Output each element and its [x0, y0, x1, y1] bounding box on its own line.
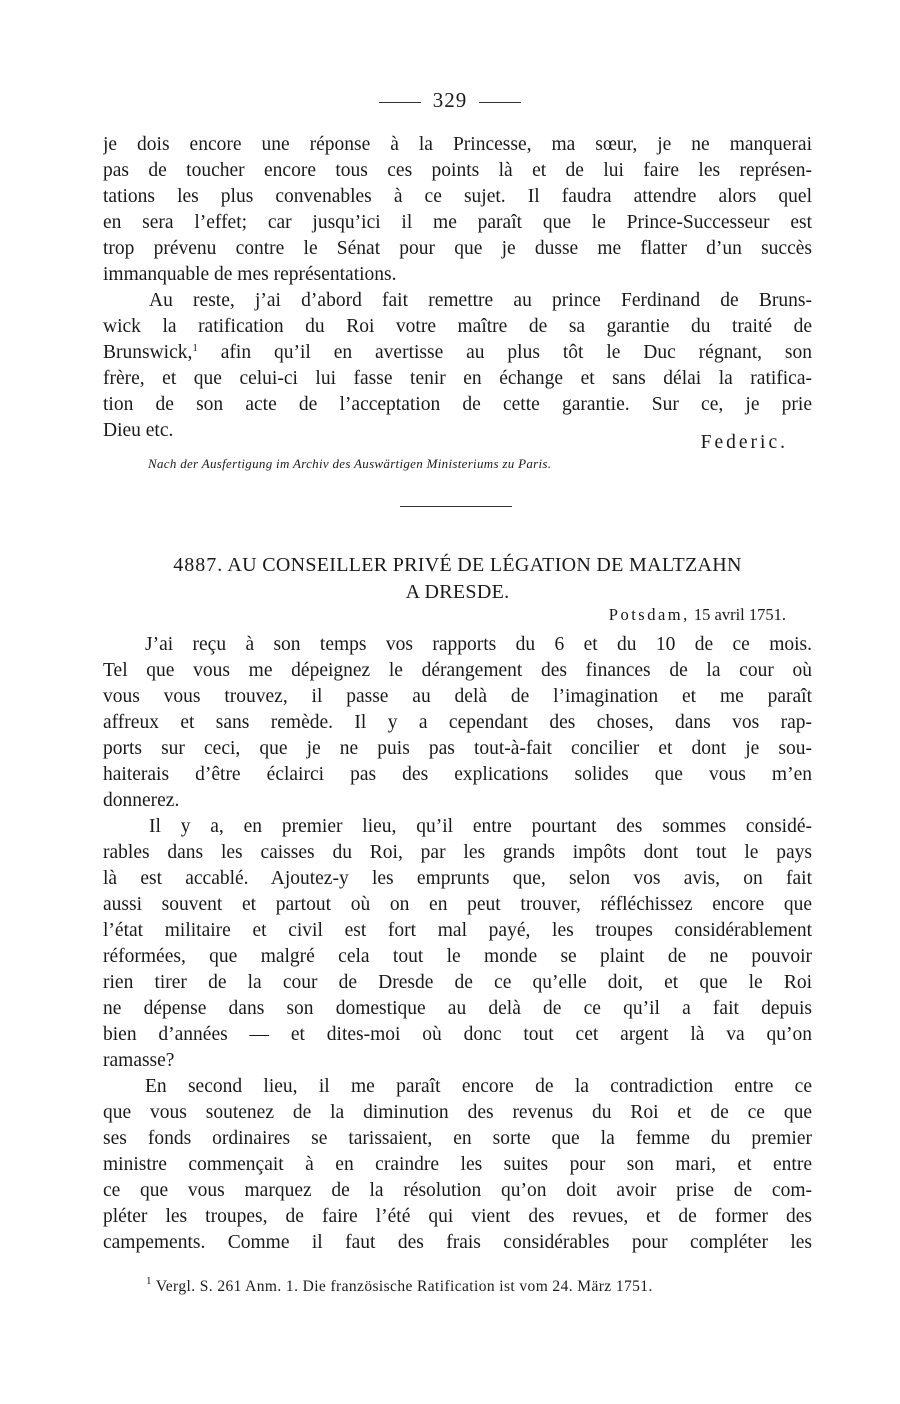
text-line: bien d’années — et dites-moi où donc tout cet argent là va qu’on	[103, 1024, 812, 1045]
footnote	[146, 1275, 806, 1296]
text-line: Tel que vous me dépeignez le dérangement des finances de la cour où	[103, 660, 812, 681]
text-line: pas de toucher encore tous ces points là et de lui faire les représen-	[103, 160, 812, 181]
text-line	[103, 340, 812, 366]
text-line: que vous soutenez de la diminution des revenus du Roi et de ce que	[103, 1102, 812, 1123]
text-line: ministre commençait à en craindre les suites pour son mari, et entre	[103, 1154, 812, 1175]
page-number-text: 329	[432, 88, 468, 112]
footnote-text: Vergl. S. 261 Anm. 1. Die französische Ratification ist vom 24. März 1751.	[151, 1278, 653, 1295]
text-line: en sera l’effet; car jusqu’ici il me paraît que le Prince-Successeur est	[103, 212, 812, 233]
text-line: là est accablé. Ajoutez-y les emprunts que, selon vos avis, on fait	[103, 868, 812, 889]
text-line: trop prévenu contre le Sénat pour que je dusse me flatter d’un succès	[103, 238, 812, 259]
text-line: réformées, que malgré cela tout le monde se plaint de ne pouvoir	[103, 946, 812, 967]
footnote-marker: 1	[146, 1275, 152, 1287]
text-line: ne dépense dans son domestique au delà de ce qu’il a fait depuis	[103, 998, 812, 1019]
text-line: haiterais d’être éclairci pas des explications solides que vous m’en	[103, 764, 812, 785]
text-line: En second lieu, il me paraît encore de la contradiction entre ce	[145, 1076, 812, 1097]
text-line: Il y a, en premier lieu, qu’il entre pourtant des sommes considé-	[149, 816, 812, 837]
text-line: ports sur ceci, que je ne puis pas tout-à-fait concilier et dont je sou-	[103, 738, 812, 759]
text-line: J’ai reçu à son temps vos rapports du 6 et du 10 de ce mois.	[145, 634, 812, 655]
text-line: wick la ratification du Roi votre maître de sa garantie du traité de	[103, 316, 812, 337]
text-line: frère, et que celui-ci lui fasse tenir en échange et sans délai la ratifica-	[103, 368, 812, 389]
continued-paragraph-1	[103, 132, 812, 288]
text-line: Au reste, j’ai d’abord fait remettre au prince Ferdinand de Bruns-	[149, 290, 812, 311]
text-line: je dois encore une réponse à la Princesse, ma sœur, je ne manquerai	[103, 134, 812, 155]
text-line-part: Brunswick,	[103, 342, 193, 363]
page-number-dash-right	[479, 102, 521, 103]
page-number	[0, 88, 900, 113]
footnote-reference: 1	[192, 342, 198, 354]
dateline	[609, 605, 786, 625]
letter-heading	[103, 552, 812, 606]
source-note: Nach der Ausfertigung im Archiv des Auswärtigen Ministeriums zu Paris.	[148, 456, 552, 471]
continued-paragraph-2	[103, 288, 812, 444]
text-line: pléter les troupes, de faire l’été qui vient des revues, et de former des	[103, 1206, 812, 1227]
text-line: tations les plus convenables à ce sujet. Il faudra attendre alors quel	[103, 186, 812, 207]
text-line: immanquable de mes représentations.	[103, 264, 397, 285]
text-line-part: afin qu’il en avertisse au plus tôt le Duc régnant, son	[197, 342, 812, 363]
letter-paragraph-3	[103, 1074, 812, 1256]
text-line: campements. Comme il faut des frais considérables pour compléter les	[103, 1232, 812, 1253]
text-line: l’état militaire et civil est fort mal payé, les troupes considérablement	[103, 920, 812, 941]
text-line: affreux et sans remède. Il y a cependant des choses, dans vos rap-	[103, 712, 812, 733]
dateline-place: Potsdam,	[608, 605, 690, 624]
text-line: rables dans les caisses du Roi, par les grands impôts dont tout le pays	[103, 842, 812, 863]
letter-heading-line-2: A DRESDE.	[405, 581, 510, 603]
letter-heading-line-1	[103, 552, 812, 579]
text-line: ce que vous marquez de la résolution qu’on doit avoir prise de com-	[103, 1180, 812, 1201]
letter-addressee: AU CONSEILLER PRIVÉ DE LÉGATION DE MALTZAHN	[227, 554, 742, 576]
text-line: tion de son acte de l’acceptation de cette garantie. Sur ce, je prie	[103, 394, 812, 415]
text-line: aussi souvent et partout où on en peut trouver, réfléchissez encore que	[103, 894, 812, 915]
text-line: donnerez.	[103, 790, 180, 811]
letter-number: 4887.	[173, 554, 224, 576]
page-number-dash-left	[379, 102, 421, 103]
letter-paragraph-2	[103, 814, 812, 1074]
dateline-date: 15 avril 1751.	[693, 605, 786, 624]
text-line: ramasse?	[103, 1050, 175, 1071]
section-divider	[400, 506, 512, 507]
text-line: ses fonds ordinaires se tarissaient, en sorte que la femme du premier	[103, 1128, 812, 1149]
letter-paragraph-1	[103, 632, 812, 814]
text-line: vous vous trouvez, il passe au delà de l’imagination et me paraît	[103, 686, 812, 707]
signature: Federic.	[700, 432, 788, 453]
text-line: rien tirer de la cour de Dresde de ce qu’elle doit, et que le Roi	[103, 972, 812, 993]
text-line: Dieu etc.	[103, 420, 174, 441]
